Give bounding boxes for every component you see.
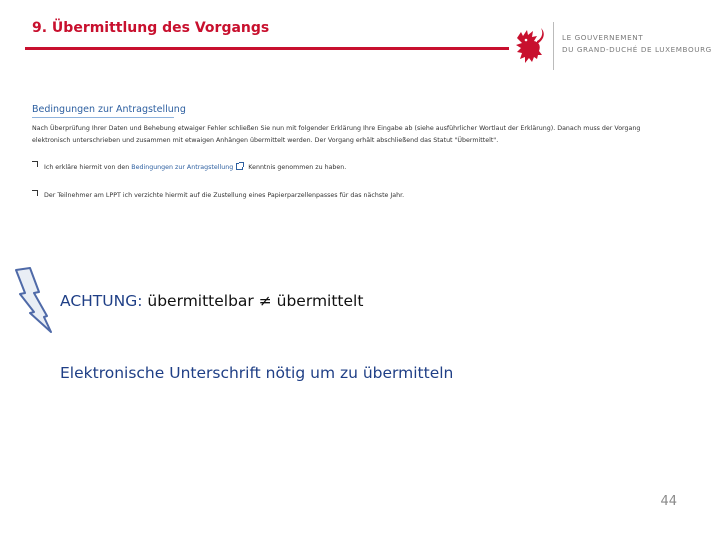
slide-title: 9. Übermittlung des Vorgangs (32, 20, 270, 36)
page-number: 44 (660, 494, 677, 509)
logo-divider (553, 22, 554, 70)
declaration-checkbox-row[interactable] (32, 161, 672, 175)
declaration-prefix: Ich erkläre hiermit von den (44, 164, 130, 171)
declaration-suffix: Kenntnis genommen zu haben. (248, 164, 347, 171)
warning-text: übermittelbar ≠ übermittelt (147, 292, 364, 310)
lion-logo-icon (511, 24, 547, 68)
wordmark-line-2: DU GRAND-DUCHÉ DE LUXEMBOURG (562, 45, 712, 54)
title-underline (25, 47, 509, 50)
conditions-paragraph: Nach Überprüfung Ihrer Daten und Behebung etwaiger Fehler schließen Sie nun mit folgender Erklärung Ihre Eingabe ab (siehe ausführlicher Wortlaut der Erklärung). Danach muss der Vorgang elektronisch unterschrieben und zusammen mit etwaigen Anhängen übermittelt werden. Der Vorgang erhält abschließend das Statut "Übermittelt". (32, 125, 641, 144)
conditions-link[interactable]: Bedingungen zur Antragstellung (131, 164, 234, 171)
signature-note: Elektronische Unterschrift nötig um zu übermitteln (60, 364, 454, 382)
government-wordmark (562, 32, 712, 56)
waiver-checkbox[interactable] (32, 190, 38, 196)
heading-underline (32, 117, 174, 118)
external-link-icon (236, 163, 243, 170)
declaration-label (44, 163, 346, 171)
embedded-form-screenshot (32, 104, 680, 210)
declaration-checkbox[interactable] (32, 161, 38, 167)
conditions-heading: Bedingungen zur Antragstellung (32, 104, 186, 115)
warning-label: ACHTUNG: (60, 292, 143, 310)
warning-line (60, 292, 363, 310)
waiver-checkbox-row[interactable] (32, 190, 672, 204)
waiver-label: Der Teilnehmer am LPPT ich verzichte hiermit auf die Zustellung eines Papierparzellenpasses für das nächste Jahr. (44, 192, 405, 199)
lightning-bolt-icon (12, 266, 52, 334)
wordmark-line-1: LE GOUVERNEMENT (562, 33, 644, 42)
